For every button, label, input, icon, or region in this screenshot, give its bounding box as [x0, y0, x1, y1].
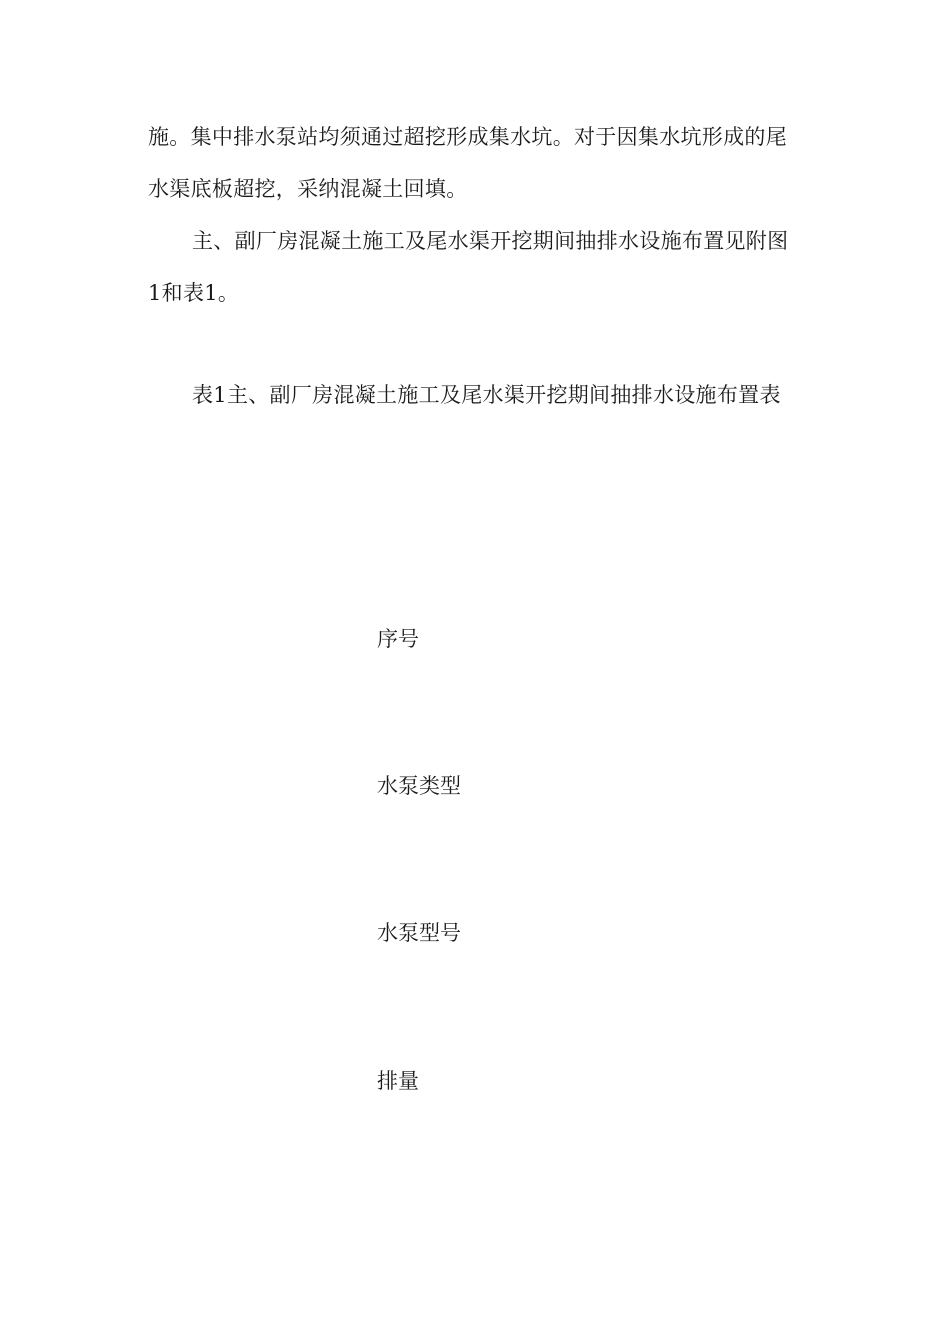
- table-caption: 表1主、副厂房混凝土施工及尾水渠开挖期间抽排水设施布置表: [192, 383, 781, 407]
- table-header-cell-pump-type: 水泵类型: [377, 774, 461, 798]
- body-paragraph-2: 主、副厂房混凝土施工及尾水渠开挖期间抽排水设施布置见附图1和表1。: [148, 229, 789, 305]
- table-header-cell-pump-model: 水泵型号: [377, 921, 461, 945]
- body-paragraph-1: 施。集中排水泵站均须通过超挖形成集水坑。对于因集水坑形成的尾水渠底板超挖，采纳混凝土回填。: [148, 125, 787, 201]
- table-header-cell-index: 序号: [377, 627, 419, 651]
- table-header-cell-discharge: 排量: [377, 1069, 419, 1093]
